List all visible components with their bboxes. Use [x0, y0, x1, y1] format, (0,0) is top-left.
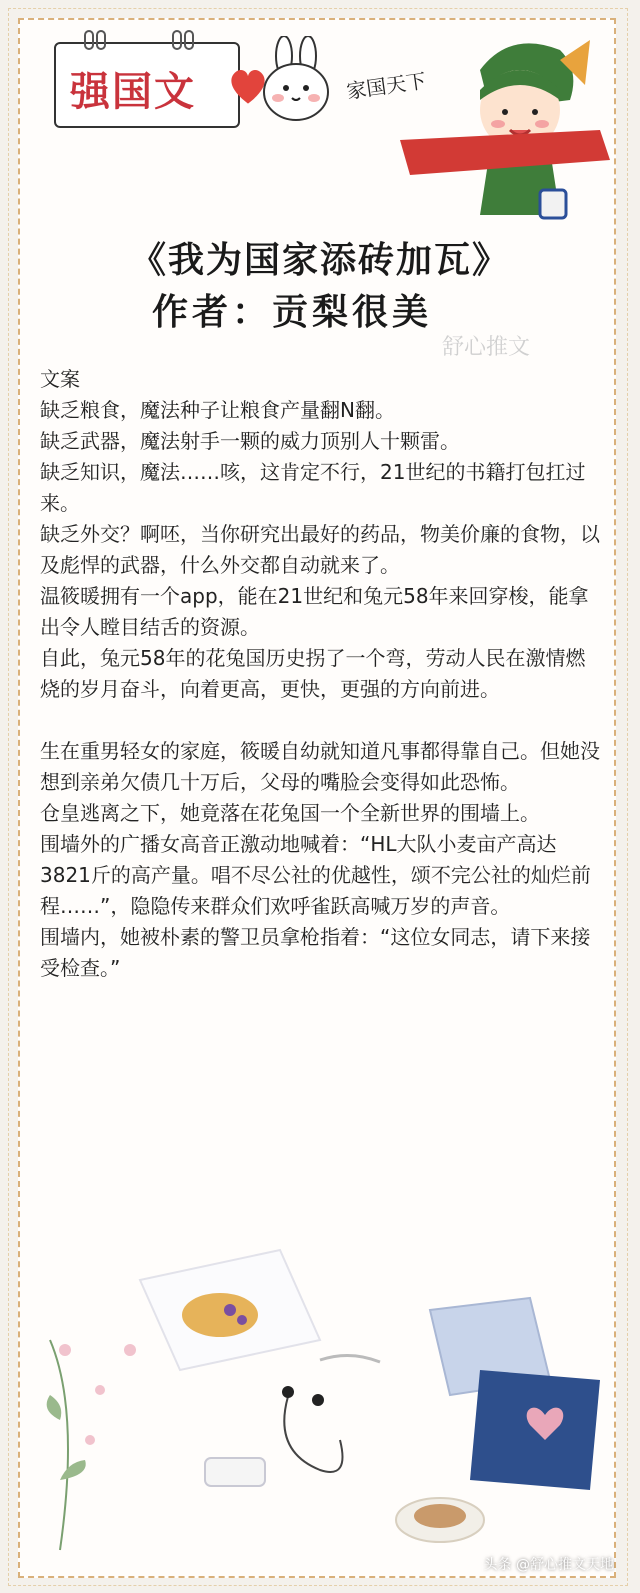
theme-label: 家国天下 [344, 68, 428, 104]
synopsis-paragraph: 生在重男轻女的家庭，筱暖自幼就知道凡事都得靠自己。但她没想到亲弟欠债几十万后，父母的嘴脸会变得如此恐怖。 [40, 739, 600, 794]
bunny-icon [258, 36, 334, 124]
watermark: 舒心推文 [442, 335, 531, 360]
desk-still-life-illustration [20, 1190, 620, 1570]
synopsis-paragraph: 围墙外的广播女高音正激动地喊着：“HL大队小麦亩产高达3821斤的高产量。唱不尽公社的优越性，颂不完公社的灿烂前程……”，隐隐传来群众们欢呼雀跃高喊万岁的声音。 [40, 832, 591, 918]
book-title: 《我为国家添砖加瓦》 [129, 239, 510, 281]
synopsis-paragraph: 缺乏粮食，魔法种子让粮食产量翻N翻。 [40, 398, 395, 422]
synopsis-label: 文案 [40, 367, 80, 391]
paragraph-spacer [40, 705, 600, 736]
genre-tag-card [54, 42, 240, 128]
synopsis-paragraph: 温筱暖拥有一个app，能在21世纪和兔元58年来回穿梭，能拿出令人瞠目结舌的资源。 [40, 584, 589, 639]
synopsis-paragraph: 围墙内，她被朴素的警卫员拿枪指着：“这位女同志，请下来接受检查。” [40, 925, 591, 980]
synopsis-paragraph: 缺乏知识，魔法……咳，这肯定不行，21世纪的书籍打包扛过来。 [40, 460, 586, 515]
book-author: 作者：贡梨很美 [152, 291, 433, 333]
genre-tag-title: 强国文 [70, 69, 196, 115]
synopsis [40, 364, 600, 984]
synopsis-paragraph: 仓皇逃离之下，她竟落在花兔国一个全新世界的围墙上。 [40, 801, 540, 825]
source-attribution: 头条 @舒心推文天地 [483, 1557, 614, 1573]
synopsis-paragraph: 缺乏武器，魔法射手一颗的威力顶别人十颗雷。 [40, 429, 460, 453]
synopsis-paragraph: 缺乏外交？啊呸，当你研究出最好的药品，物美价廉的食物，以及彪悍的武器，什么外交都自动就来了。 [40, 522, 600, 577]
cartoon-girl-illustration [400, 30, 610, 230]
synopsis-paragraph: 自此，兔元58年的花兔国历史拐了一个弯，劳动人民在激情燃烧的岁月奋斗，向着更高，更快，更强的方向前进。 [40, 646, 586, 701]
binder-rings-icon [84, 30, 214, 50]
